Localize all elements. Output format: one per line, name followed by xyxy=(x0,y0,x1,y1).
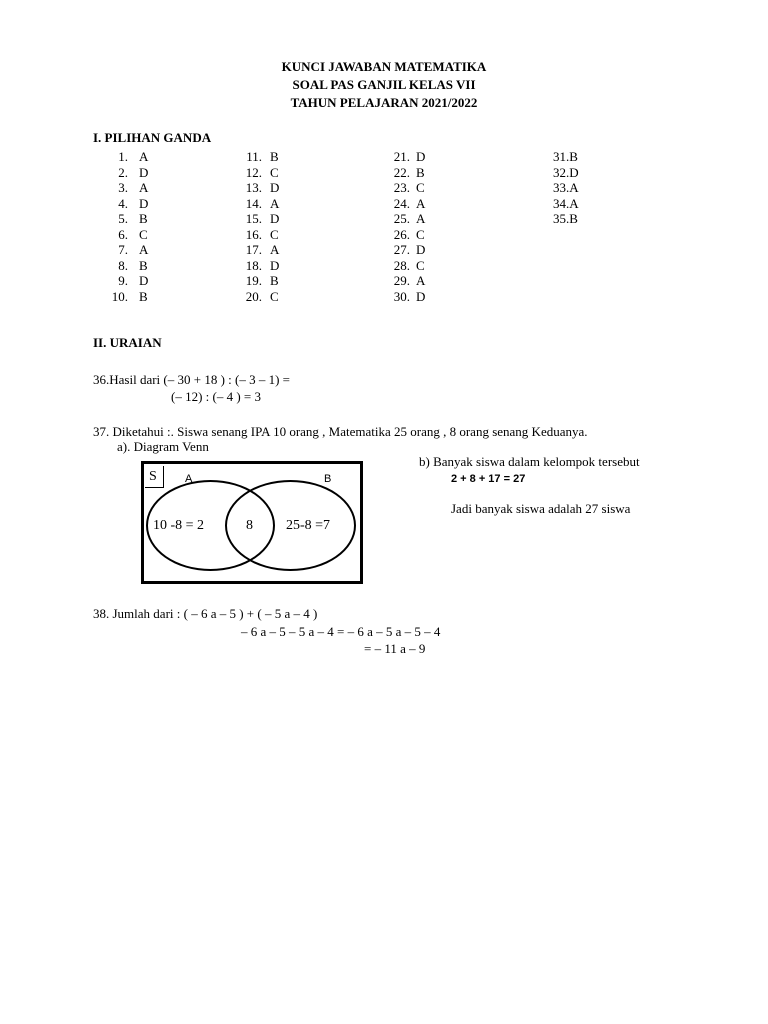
answer-number: 17. xyxy=(245,242,262,257)
answer-letter: D xyxy=(139,273,149,288)
answer-letter: B xyxy=(139,211,148,226)
answer-letter: D xyxy=(416,149,426,164)
answer-number: 19. xyxy=(245,273,262,288)
q37-b-conclusion: Jadi banyak siswa adalah 27 siswa xyxy=(451,501,631,516)
answer-number: 1. xyxy=(118,149,128,164)
answer-item xyxy=(553,180,579,196)
answer-number: 32. xyxy=(553,164,570,180)
doc-title-line3: TAHUN PELAJARAN 2021/2022 xyxy=(290,95,478,110)
answer-number: 6. xyxy=(118,226,128,242)
answer-number: 9. xyxy=(118,273,128,288)
answer-number: 3. xyxy=(118,180,128,195)
answer-letter: B xyxy=(270,273,279,288)
answer-number: 5. xyxy=(118,211,128,226)
answer-number: 26. xyxy=(393,226,410,242)
answer-letter: A xyxy=(270,242,280,257)
answer-letter: A xyxy=(139,149,149,164)
q38-line2: – 6 a – 5 – 5 a – 4 = – 6 a – 5 a – 5 – 4 xyxy=(241,624,441,639)
answer-letter: B xyxy=(139,288,148,304)
venn-region-b-only: 25-8 =7 xyxy=(286,518,331,533)
answer-letter: C xyxy=(270,226,279,242)
answer-letter: D xyxy=(270,211,280,226)
answer-number: 34. xyxy=(553,195,570,211)
answer-number: 15. xyxy=(245,211,262,226)
answer-letter: C xyxy=(416,180,425,195)
venn-s-label: S xyxy=(149,469,157,484)
venn-b-label: B xyxy=(324,473,332,485)
section-pilihan-ganda-title: I. PILIHAN GANDA xyxy=(93,130,212,145)
answer-letter: C xyxy=(270,288,279,304)
answer-letter: D xyxy=(569,164,579,180)
answer-letter: D xyxy=(270,257,280,273)
answer-number: 4. xyxy=(118,195,128,211)
answer-item xyxy=(553,149,578,165)
answer-number: 24. xyxy=(393,195,410,211)
answer-letter: C xyxy=(139,226,148,242)
answer-letter: D xyxy=(139,195,149,211)
q37-b-label: b) Banyak siswa dalam kelompok tersebut xyxy=(419,454,640,469)
answer-letter: C xyxy=(416,226,425,242)
answer-letter: D xyxy=(416,242,426,257)
answer-letter: A xyxy=(416,211,426,226)
venn-region-intersection: 8 xyxy=(246,518,253,533)
answer-number: 35. xyxy=(553,211,570,226)
section-uraian-title: II. URAIAN xyxy=(93,335,162,350)
answer-letter: B xyxy=(139,257,148,273)
answer-letter: D xyxy=(270,180,280,195)
answer-number: 22. xyxy=(393,164,410,180)
venn-region-a-only: 10 -8 = 2 xyxy=(153,518,205,533)
doc-title-line2: SOAL PAS GANJIL KELAS VII xyxy=(292,77,476,92)
answer-number: 8. xyxy=(118,257,128,273)
q38-line3: = – 11 a – 9 xyxy=(364,641,426,656)
answer-letter: A xyxy=(416,195,426,211)
answer-item xyxy=(553,165,579,181)
answer-number: 30. xyxy=(393,288,410,304)
answer-item xyxy=(553,196,579,212)
answer-letter: A xyxy=(569,195,579,211)
answer-number: 14. xyxy=(245,195,262,211)
answer-number: 7. xyxy=(118,242,128,257)
answer-number: 28. xyxy=(393,257,410,273)
q37-b-calculation: 2 + 8 + 17 = 27 xyxy=(451,473,526,485)
q37-venn-label: a). Diagram Venn xyxy=(117,439,209,454)
answer-number: 10. xyxy=(111,288,128,304)
answer-letter: A xyxy=(139,242,149,257)
answer-letter: D xyxy=(416,288,426,304)
q36-line2: (– 12) : (– 4 ) = 3 xyxy=(171,389,262,404)
answer-number: 23. xyxy=(393,180,410,195)
answer-letter: D xyxy=(139,164,149,180)
answer-number: 13. xyxy=(245,180,262,195)
answer-number: 18. xyxy=(245,257,262,273)
answer-letter: B xyxy=(270,149,279,164)
answer-number: 31. xyxy=(553,149,570,164)
q38-line1: 38. Jumlah dari : ( – 6 a – 5 ) + ( – 5 a – 4 ) xyxy=(93,606,318,621)
venn-a-label: A xyxy=(185,473,193,485)
answer-letter: C xyxy=(270,164,279,180)
answer-letter: B xyxy=(416,164,425,180)
answer-number: 16. xyxy=(245,226,262,242)
answer-number: 29. xyxy=(393,273,410,288)
answer-letter: A xyxy=(139,180,149,195)
q36-line1: 36.Hasil dari (– 30 + 18 ) : (– 3 – 1) = xyxy=(93,372,290,387)
answer-number: 20. xyxy=(245,288,262,304)
q37-line1: 37. Diketahui :. Siswa senang IPA 10 orang , Matematika 25 orang , 8 orang senang Keduanya. xyxy=(93,424,588,439)
answer-letter: A xyxy=(270,195,280,211)
answer-letter: C xyxy=(416,257,425,273)
doc-title-line1: KUNCI JAWABAN MATEMATIKA xyxy=(281,59,487,74)
answer-number: 25. xyxy=(393,211,410,226)
answer-number: 12. xyxy=(245,164,262,180)
answer-number: 33. xyxy=(553,180,570,195)
answer-letter: B xyxy=(569,149,578,164)
answer-letter: A xyxy=(569,180,579,195)
answer-item xyxy=(553,211,578,227)
answer-number: 2. xyxy=(118,164,128,180)
answer-number: 21. xyxy=(393,149,410,164)
answer-letter: B xyxy=(569,211,578,226)
answer-letter: A xyxy=(416,273,426,288)
answer-number: 11. xyxy=(246,149,262,164)
answer-number: 27. xyxy=(393,242,410,257)
